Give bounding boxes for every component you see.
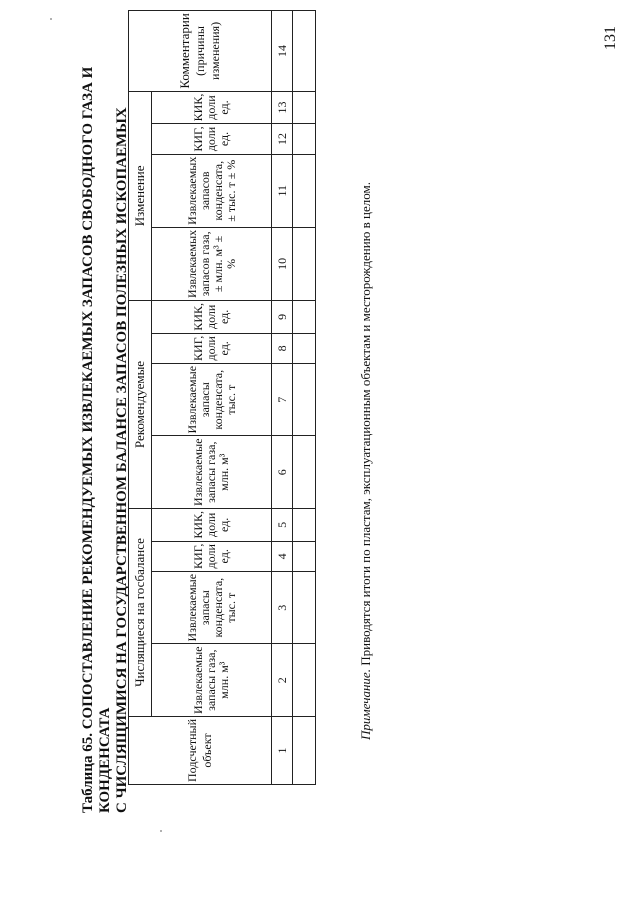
col-head-5: КИК, доли ед. bbox=[152, 508, 272, 541]
col-head-9: КИК, доли ед. bbox=[152, 301, 272, 334]
scan-speck bbox=[160, 830, 162, 832]
header-comments bbox=[129, 11, 272, 91]
header-object bbox=[129, 716, 272, 784]
num-cell: 12 bbox=[272, 124, 293, 154]
empty-cell bbox=[293, 541, 316, 571]
table-title bbox=[80, 13, 131, 813]
num-cell: 14 bbox=[272, 11, 293, 91]
num-cell: 9 bbox=[272, 301, 293, 334]
table-row-empty bbox=[293, 11, 316, 785]
empty-cell bbox=[293, 11, 316, 91]
group-balance: Числящиеся на госбалансе bbox=[129, 508, 152, 716]
empty-cell bbox=[293, 154, 316, 227]
num-cell: 7 bbox=[272, 363, 293, 436]
num-cell: 10 bbox=[272, 227, 293, 300]
empty-cell bbox=[293, 124, 316, 154]
num-cell: 5 bbox=[272, 508, 293, 541]
table-title-text-line2: С ЧИСЛЯЩИМИСЯ НА ГОСУДАРСТВЕННОМ БАЛАНСЕ ЗАПАСОВ ПОЛЕЗНЫХ ИСКОПАЕМЫХ bbox=[114, 107, 130, 813]
col-head-7: Извлекаемые запасы конденсата, тыс. т bbox=[152, 363, 272, 436]
group-change: Изменение bbox=[129, 91, 152, 300]
num-cell: 1 bbox=[272, 716, 293, 784]
empty-cell bbox=[293, 436, 316, 509]
empty-cell bbox=[293, 91, 316, 124]
empty-cell bbox=[293, 716, 316, 784]
num-cell: 8 bbox=[272, 333, 293, 363]
col-head-12: КИГ, доли ед. bbox=[152, 124, 272, 154]
col-head-11: Извлекаемых запасов конденсата, ± тыс. т ± % bbox=[152, 154, 272, 227]
num-cell: 11 bbox=[272, 154, 293, 227]
col-head-3: Извлекаемые запасы конденсата, тыс. т bbox=[152, 571, 272, 644]
num-cell: 4 bbox=[272, 541, 293, 571]
col-head-6: Извлекаемые запасы газа, млн. м³ bbox=[152, 436, 272, 509]
page-number: 131 bbox=[602, 26, 619, 50]
col-head-10: Извлекаемых запасов газа, ± млн. м³ ± % bbox=[152, 227, 272, 300]
table-title-label: Таблица 65. bbox=[80, 733, 96, 813]
empty-cell bbox=[293, 571, 316, 644]
empty-cell bbox=[293, 227, 316, 300]
note-label: Примечание. bbox=[358, 669, 373, 740]
table-note bbox=[358, 182, 374, 740]
col-head-13: КИК, доли ед. bbox=[152, 91, 272, 124]
num-cell: 3 bbox=[272, 571, 293, 644]
table-title-text-line1: СОПОСТАВЛЕНИЕ РЕКОМЕНДУЕМЫХ ИЗВЛЕКАЕМЫХ ЗАПАСОВ СВОБОДНОГО ГАЗА И КОНДЕНСАТА bbox=[80, 66, 113, 813]
comments-subtitle: (причины изменения) bbox=[193, 21, 222, 80]
empty-cell bbox=[293, 508, 316, 541]
empty-cell bbox=[293, 644, 316, 717]
scan-speck bbox=[50, 18, 52, 20]
comparison-table bbox=[128, 10, 316, 785]
empty-cell bbox=[293, 363, 316, 436]
num-cell: 6 bbox=[272, 436, 293, 509]
num-cell: 13 bbox=[272, 91, 293, 124]
num-cell: 2 bbox=[272, 644, 293, 717]
note-text: Приводятся итоги по пластам, эксплуатационным объектам и месторождению в целом. bbox=[358, 182, 373, 670]
col-head-4: КИГ, доли ед. bbox=[152, 541, 272, 571]
comments-title: Комментарии bbox=[177, 13, 192, 89]
col-head-2: Извлекаемые запасы газа, млн. м³ bbox=[152, 644, 272, 717]
col-head-8: КИГ, доли ед. bbox=[152, 333, 272, 363]
table-row-numbers bbox=[272, 11, 293, 785]
empty-cell bbox=[293, 333, 316, 363]
header-object-text: Подсчетный объект bbox=[185, 718, 214, 782]
group-recommended: Рекомендуемые bbox=[129, 301, 152, 509]
empty-cell bbox=[293, 301, 316, 334]
